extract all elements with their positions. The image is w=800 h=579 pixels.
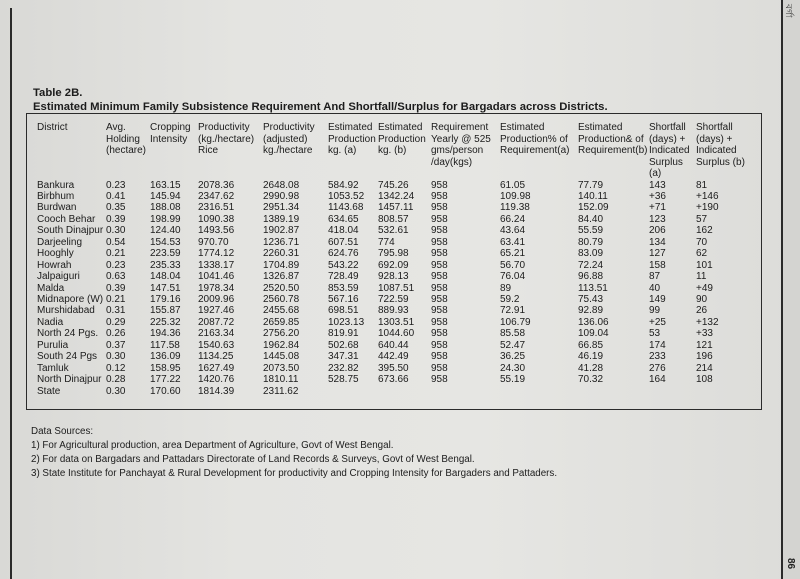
value-cell: +146: [696, 190, 719, 202]
value-cell: 958: [431, 339, 448, 351]
value-cell: 0.30: [106, 385, 126, 397]
value-cell: 1236.71: [263, 236, 300, 248]
value-cell: 1087.51: [378, 282, 415, 294]
value-cell: +132: [696, 316, 719, 328]
value-cell: 233: [649, 351, 666, 363]
value-cell: 2648.08: [263, 179, 300, 191]
value-cell: 81: [696, 179, 708, 191]
value-cell: 532.61: [378, 225, 409, 237]
district-cell: Cooch Behar: [37, 213, 96, 225]
value-cell: 113.51: [578, 282, 608, 294]
value-cell: 2659.85: [263, 316, 300, 328]
value-cell: 77.79: [578, 179, 604, 191]
value-cell: 795.98: [378, 248, 409, 260]
value-cell: 728.49: [328, 271, 359, 283]
value-cell: 395.50: [378, 362, 409, 374]
value-cell: 2073.50: [263, 362, 300, 374]
table-row: [37, 214, 746, 225]
value-cell: 0.26: [106, 328, 126, 340]
value-cell: 958: [431, 271, 448, 283]
column-header: Productivity (kg./hectare) Rice: [198, 122, 255, 156]
value-cell: 59.2: [500, 294, 520, 306]
district-cell: Nadia: [37, 316, 64, 328]
value-cell: 1902.87: [263, 225, 300, 237]
value-cell: 2347.62: [198, 190, 235, 202]
value-cell: 179.16: [150, 294, 181, 306]
column-header: Estimated Production kg. (b): [378, 122, 426, 156]
column-header: Avg. Holding (hectare): [106, 122, 147, 156]
value-cell: 149: [649, 294, 666, 306]
value-cell: 148.04: [150, 271, 181, 283]
value-cell: 584.92: [328, 179, 359, 191]
value-cell: 2163.34: [198, 328, 235, 340]
value-cell: 53: [649, 328, 661, 340]
value-cell: 99: [649, 305, 661, 317]
value-cell: 0.23: [106, 179, 126, 191]
value-cell: 1927.46: [198, 305, 235, 317]
value-cell: 958: [431, 374, 448, 386]
value-cell: 889.93: [378, 305, 409, 317]
margin-stamp: বর্গা: [784, 4, 794, 18]
district-cell: Murshidabad: [37, 305, 95, 317]
value-cell: 140.11: [578, 190, 608, 202]
value-cell: 928.13: [378, 271, 409, 283]
value-cell: 155.87: [150, 305, 181, 317]
value-cell: 136.06: [578, 316, 609, 328]
value-cell: 63.41: [500, 236, 526, 248]
value-cell: 127: [649, 248, 666, 260]
value-cell: 1420.76: [198, 374, 235, 386]
district-cell: Howrah: [37, 259, 72, 271]
district-cell: North 24 Pgs.: [37, 328, 99, 340]
value-cell: 1053.52: [328, 190, 365, 202]
district-cell: South Dinajpur: [37, 225, 104, 237]
district-cell: Midnapore (W): [37, 294, 104, 306]
value-cell: 232.82: [328, 362, 359, 374]
table-row: [37, 237, 746, 248]
value-cell: 819.91: [328, 328, 359, 340]
value-cell: +25: [649, 316, 666, 328]
value-cell: 106.79: [500, 316, 531, 328]
value-cell: 2009.96: [198, 294, 235, 306]
district-cell: Tamluk: [37, 362, 69, 374]
value-cell: 808.57: [378, 213, 409, 225]
column-header: Shortfall (days) + Indicated Surplus (a): [649, 122, 690, 179]
district-cell: South 24 Pgs: [37, 351, 98, 363]
value-cell: 640.44: [378, 339, 409, 351]
value-cell: 543.22: [328, 259, 359, 271]
value-cell: [500, 386, 578, 397]
value-cell: 152.09: [578, 202, 609, 214]
table-caption: [33, 86, 608, 114]
value-cell: 162: [696, 225, 713, 237]
value-cell: 958: [431, 248, 448, 260]
table-row: [37, 363, 746, 374]
value-cell: 958: [431, 305, 448, 317]
value-cell: 1090.38: [198, 213, 235, 225]
value-cell: 188.08: [150, 202, 181, 214]
value-cell: 83.09: [578, 248, 604, 260]
district-cell: Darjeeling: [37, 236, 83, 248]
value-cell: 1457.11: [378, 202, 414, 214]
value-cell: 198.99: [150, 213, 181, 225]
value-cell: 163.15: [150, 179, 181, 191]
value-cell: 136.09: [150, 351, 181, 363]
value-cell: 56.70: [500, 259, 526, 271]
value-cell: 0.63: [106, 271, 126, 283]
table-title: Estimated Minimum Family Subsistence Requirement And Shortfall/Surplus for Bargadars across Districts.: [33, 101, 608, 113]
value-cell: 57: [696, 213, 708, 225]
value-cell: 853.59: [328, 282, 359, 294]
value-cell: 958: [431, 179, 448, 191]
value-cell: 119.38: [500, 202, 530, 214]
sources-heading: Data Sources:: [31, 426, 94, 437]
value-cell: 65.21: [500, 248, 526, 260]
value-cell: 46.19: [578, 351, 604, 363]
table-body: [37, 180, 746, 398]
value-cell: 1978.34: [198, 282, 235, 294]
value-cell: 0.28: [106, 374, 126, 386]
value-cell: 214: [696, 362, 713, 374]
value-cell: 40: [649, 282, 661, 294]
column-header: Cropping Intensity: [150, 122, 191, 145]
value-cell: 92.89: [578, 305, 604, 317]
value-cell: 0.54: [106, 236, 126, 248]
table-row: [37, 386, 746, 397]
value-cell: 958: [431, 225, 448, 237]
value-cell: 276: [649, 362, 666, 374]
value-cell: 109.98: [500, 190, 531, 202]
value-cell: 0.31: [106, 305, 126, 317]
value-cell: 970.70: [198, 236, 229, 248]
value-cell: 0.23: [106, 259, 126, 271]
value-cell: 0.12: [106, 362, 126, 374]
page-right-rule: [781, 0, 783, 579]
value-cell: 0.39: [106, 282, 126, 294]
value-cell: 1326.87: [263, 271, 300, 283]
value-cell: 1134.25: [198, 351, 234, 363]
district-cell: Bankura: [37, 179, 75, 191]
value-cell: 442.49: [378, 351, 409, 363]
value-cell: 1023.13: [328, 316, 365, 328]
value-cell: 124.40: [150, 225, 181, 237]
value-cell: 174: [649, 339, 666, 351]
district-cell: North Dinajpur: [37, 374, 102, 386]
value-cell: 1342.24: [378, 190, 415, 202]
column-header: Estimated Production& of Requirement(b): [578, 122, 648, 156]
value-cell: 502.68: [328, 339, 359, 351]
value-cell: +49: [696, 282, 713, 294]
value-cell: 75.43: [578, 294, 604, 306]
value-cell: 1810.11: [263, 374, 299, 386]
value-cell: 90: [696, 294, 708, 306]
value-cell: 96.88: [578, 271, 604, 283]
value-cell: 2990.98: [263, 190, 300, 202]
value-cell: 1814.39: [198, 385, 235, 397]
value-cell: 123: [649, 213, 666, 225]
value-cell: 958: [431, 328, 448, 340]
value-cell: 1303.51: [378, 316, 415, 328]
value-cell: 2087.72: [198, 316, 235, 328]
value-cell: +71: [649, 202, 666, 214]
value-cell: 154.53: [150, 236, 181, 248]
value-cell: 774: [378, 236, 395, 248]
table-row: [37, 202, 746, 213]
value-cell: 223.59: [150, 248, 181, 260]
value-cell: 0.39: [106, 213, 126, 225]
table-row: [37, 191, 746, 202]
value-cell: 11: [696, 271, 707, 283]
value-cell: 41.28: [578, 362, 604, 374]
district-cell: Hooghly: [37, 248, 74, 260]
column-header: Estimated Production kg. (a): [328, 122, 376, 156]
value-cell: 2311.62: [263, 385, 299, 397]
value-cell: 2078.36: [198, 179, 235, 191]
value-cell: 1389.19: [263, 213, 300, 225]
table-row: [37, 328, 746, 339]
table-label: Table 2B.: [33, 87, 83, 99]
value-cell: 72.91: [500, 305, 526, 317]
column-header: District: [37, 122, 68, 133]
value-cell: 958: [431, 213, 448, 225]
value-cell: 24.30: [500, 362, 526, 374]
value-cell: 1143.68: [328, 202, 364, 214]
value-cell: [578, 386, 649, 397]
value-cell: 147.51: [150, 282, 181, 294]
district-cell: Birbhum: [37, 190, 75, 202]
value-cell: 164: [649, 374, 666, 386]
value-cell: 958: [431, 294, 448, 306]
value-cell: 80.79: [578, 236, 604, 248]
value-cell: 109.04: [578, 328, 609, 340]
source-item: 1) For Agricultural production, area Department of Agriculture, Govt of West Bengal.: [31, 440, 394, 451]
value-cell: 0.29: [106, 316, 126, 328]
page-left-rule: [10, 8, 12, 579]
value-cell: 145.94: [150, 190, 181, 202]
column-header: Estimated Production% of Requirement(a): [500, 122, 570, 156]
table-row: [37, 225, 746, 236]
value-cell: 958: [431, 236, 448, 248]
value-cell: +36: [649, 190, 666, 202]
data-table-frame: [26, 113, 762, 410]
district-cell: Malda: [37, 282, 65, 294]
value-cell: 206: [649, 225, 666, 237]
value-cell: 0.41: [106, 190, 126, 202]
table-row: [37, 294, 746, 305]
table-row: [37, 351, 746, 362]
value-cell: 89: [500, 282, 512, 294]
value-cell: 958: [431, 190, 448, 202]
table-row: [37, 317, 746, 328]
column-header: Productivity (adjusted) kg./hectare: [263, 122, 315, 156]
value-cell: [328, 386, 378, 397]
value-cell: 117.58: [150, 339, 180, 351]
value-cell: 1774.12: [198, 248, 235, 260]
subsistence-table: [37, 122, 746, 397]
value-cell: 1041.46: [198, 271, 235, 283]
value-cell: 0.21: [106, 294, 126, 306]
value-cell: 567.16: [328, 294, 359, 306]
district-cell: State: [37, 385, 61, 397]
value-cell: 624.76: [328, 248, 359, 260]
value-cell: 745.26: [378, 179, 409, 191]
value-cell: 84.40: [578, 213, 604, 225]
value-cell: 121: [696, 339, 713, 351]
value-cell: 698.51: [328, 305, 359, 317]
value-cell: 66.85: [578, 339, 604, 351]
table-row: [37, 180, 746, 191]
value-cell: 43.64: [500, 225, 526, 237]
table-row: [37, 271, 746, 282]
value-cell: 26: [696, 305, 708, 317]
value-cell: 158: [649, 259, 666, 271]
value-cell: 418.04: [328, 225, 359, 237]
value-cell: 70.32: [578, 374, 604, 386]
column-header: Requirement Yearly @ 525 gms/person /day(kgs): [431, 122, 491, 168]
value-cell: 61.05: [500, 179, 526, 191]
value-cell: 196: [696, 351, 713, 363]
value-cell: 634.65: [328, 213, 359, 225]
table-row: [37, 305, 746, 316]
value-cell: 958: [431, 259, 448, 271]
value-cell: 225.32: [150, 316, 181, 328]
value-cell: 177.22: [150, 374, 181, 386]
value-cell: 692.09: [378, 259, 409, 271]
value-cell: [378, 386, 431, 397]
table-header-row: [37, 122, 746, 180]
table-row: [37, 374, 746, 385]
value-cell: 1962.84: [263, 339, 300, 351]
table-row: [37, 283, 746, 294]
value-cell: 194.36: [150, 328, 181, 340]
value-cell: 2260.31: [263, 248, 300, 260]
value-cell: 0.21: [106, 248, 126, 260]
value-cell: 958: [431, 202, 448, 214]
table-row: [37, 248, 746, 259]
value-cell: 158.95: [150, 362, 181, 374]
value-cell: 85.58: [500, 328, 526, 340]
table-row: [37, 340, 746, 351]
value-cell: 2316.51: [198, 202, 235, 214]
value-cell: [649, 386, 696, 397]
value-cell: 0.30: [106, 351, 126, 363]
value-cell: 72.24: [578, 259, 604, 271]
value-cell: 1540.63: [198, 339, 235, 351]
value-cell: 0.37: [106, 339, 126, 351]
value-cell: 1493.56: [198, 225, 235, 237]
value-cell: 55.19: [500, 374, 526, 386]
page-number: 86: [785, 558, 796, 570]
value-cell: 1445.08: [263, 351, 300, 363]
value-cell: 170.60: [150, 385, 181, 397]
district-cell: Jalpaiguri: [37, 271, 80, 283]
value-cell: 2520.50: [263, 282, 300, 294]
value-cell: 2455.68: [263, 305, 300, 317]
value-cell: 2756.20: [263, 328, 300, 340]
value-cell: 1044.60: [378, 328, 415, 340]
value-cell: 607.51: [328, 236, 359, 248]
value-cell: 108: [696, 374, 713, 386]
value-cell: 2951.34: [263, 202, 300, 214]
value-cell: 958: [431, 282, 448, 294]
value-cell: 347.31: [328, 351, 359, 363]
value-cell: 101: [696, 259, 713, 271]
value-cell: 0.30: [106, 225, 126, 237]
value-cell: 52.47: [500, 339, 526, 351]
column-header: Shortfall (days) + Indicated Surplus (b): [696, 122, 745, 168]
value-cell: 55.59: [578, 225, 604, 237]
district-cell: Burdwan: [37, 202, 77, 214]
value-cell: 958: [431, 362, 448, 374]
value-cell: 0.35: [106, 202, 126, 214]
value-cell: 62: [696, 248, 708, 260]
source-item: 2) For data on Bargadars and Pattadars Directorate of Land Records & Surveys, Govt of West Bengal.: [31, 454, 475, 465]
table-row: [37, 260, 746, 271]
value-cell: 1704.89: [263, 259, 300, 271]
page-margin-strip: [783, 0, 800, 579]
value-cell: 70: [696, 236, 708, 248]
value-cell: 76.04: [500, 271, 526, 283]
value-cell: 2560.78: [263, 294, 300, 306]
value-cell: 673.66: [378, 374, 409, 386]
data-sources: [31, 425, 571, 481]
value-cell: 1627.49: [198, 362, 235, 374]
value-cell: 66.24: [500, 213, 526, 225]
value-cell: 87: [649, 271, 661, 283]
value-cell: 1338.17: [198, 259, 235, 271]
value-cell: 958: [431, 351, 448, 363]
value-cell: [431, 386, 500, 397]
value-cell: +190: [696, 202, 719, 214]
value-cell: 36.25: [500, 351, 526, 363]
value-cell: [696, 386, 746, 397]
value-cell: 235.33: [150, 259, 181, 271]
value-cell: 722.59: [378, 294, 409, 306]
value-cell: +33: [696, 328, 713, 340]
value-cell: 528.75: [328, 374, 359, 386]
district-cell: Purulia: [37, 339, 69, 351]
value-cell: 958: [431, 316, 448, 328]
value-cell: 143: [649, 179, 666, 191]
source-item: 3) State Institute for Panchayat & Rural Development for productivity and Cropping Intensity for Bargaders and Pattaders.: [31, 468, 558, 479]
value-cell: 134: [649, 236, 666, 248]
